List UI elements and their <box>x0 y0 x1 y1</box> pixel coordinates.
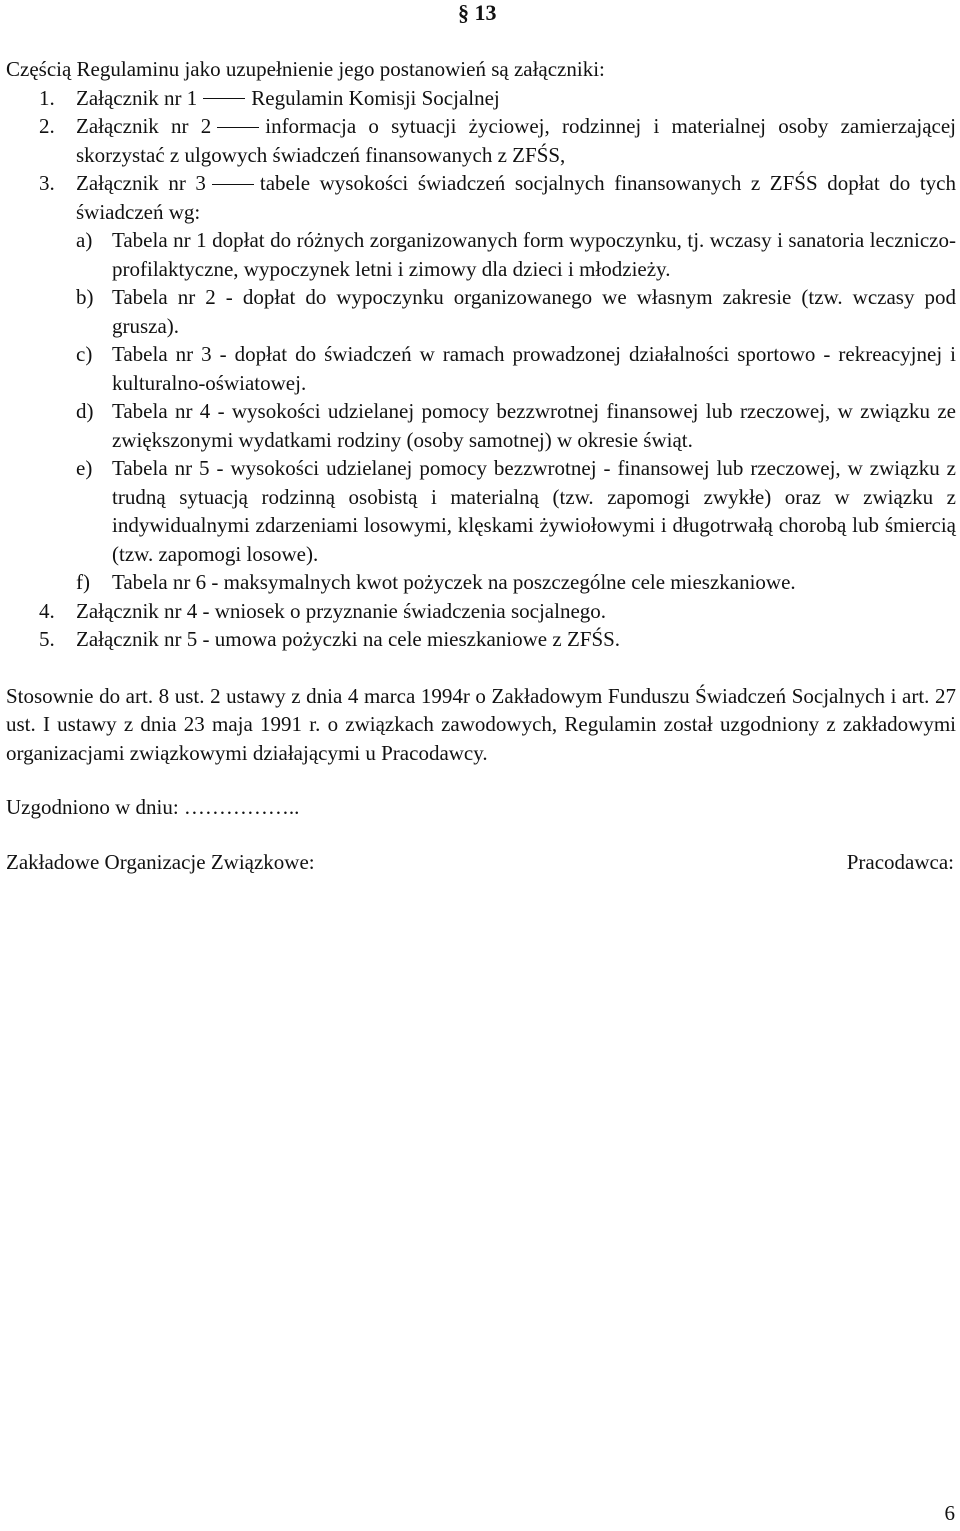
legal-basis-paragraph: Stosownie do art. 8 ust. 2 ustawy z dnia 4 marca 1994r o Zakładowym Funduszu Świadczeń Socjalnych i art. 27 ust. I ustawy z dnia 23 maja 1991 r. o związkach zawodowych, Regulamin został uzgodniony z zakładowymi organizacjami związkowymi działającymi u Pracodawcy. <box>6 683 956 765</box>
dash-separator <box>212 184 254 185</box>
table-letter: d) <box>76 399 94 423</box>
table-item-a <box>76 226 956 283</box>
employer-signature-label: Pracodawca: <box>846 849 954 874</box>
page-number: 6 <box>944 1501 955 1525</box>
table-text: Tabela nr 4 - wysokości udzielanej pomocy bezzwrotnej finansowej lub rzeczowej, w związku ze zwiększonymi wydatkami rodziny (osoby samotnej) w okresie świąt. <box>112 399 956 452</box>
table-text: Tabela nr 5 - wysokości udzielanej pomocy bezzwrotnej - finansowej lub rzeczowej, w związku z trudną sytuacją rodzinną osobistą i materialną (tzw. zapomogi zwykłe) oraz w związku z indywidualnymi zdarzeniami losowymi, klęskami żywiołowymi i długotrwałą chorobą lub śmiercią (tzw. zapomogi losowe). <box>112 456 956 566</box>
attachment-text: informacja o sytuacji życiowej, rodzinnej i materialnej osoby zamierzającej skorzystać z ulgowych świadczeń finansowanych z ZFŚS, <box>76 114 956 167</box>
table-letter: a) <box>76 228 93 252</box>
table-letter: b) <box>76 285 94 309</box>
table-text: Tabela nr 3 - dopłat do świadczeń w ramach prowadzonej działalności sportowo - rekreacyjnej i kulturalno-oświatowej. <box>112 342 956 395</box>
attachment-number: 2. <box>39 114 55 138</box>
intro-paragraph: Częścią Regulaminu jako uzupełnienie jego postanowień są załączniki: <box>6 57 605 81</box>
tables-list <box>76 226 956 597</box>
attachment-number: 3. <box>39 171 55 195</box>
table-text: Tabela nr 6 - maksymalnych kwot pożyczek na poszczególne cele mieszkaniowe. <box>112 570 796 594</box>
dash-separator <box>217 127 259 128</box>
attachment-label: Załącznik nr 1 <box>76 85 198 110</box>
attachment-item-5 <box>6 625 956 654</box>
dash-separator <box>203 98 245 99</box>
table-letter: f) <box>76 570 90 594</box>
spacer <box>6 822 956 848</box>
agreed-on-line: Uzgodniono w dniu: …………….. <box>6 795 300 819</box>
attachment-text: Załącznik nr 4 - wniosek o przyznanie świadczenia socjalnego. <box>76 598 607 623</box>
attachment-label: Załącznik nr 2 <box>76 114 212 138</box>
table-item-c <box>76 340 956 397</box>
table-text: Tabela nr 1 dopłat do różnych zorganizowanych form wypoczynku, tj. wczasy i sanatoria leczniczo-profilaktyczne, wypoczynek letni i zimowy dla dzieci i młodzieży. <box>112 228 956 281</box>
attachment-item-4 <box>6 597 956 626</box>
spacer <box>6 767 956 793</box>
attachment-text: Załącznik nr 5 - umowa pożyczki na cele mieszkaniowe z ZFŚS. <box>76 627 621 651</box>
table-item-f <box>76 568 956 597</box>
table-item-b <box>76 283 956 340</box>
union-signature-label: Zakładowe Organizacje Związkowe: <box>6 849 315 874</box>
section-title: § 13 <box>458 0 497 25</box>
table-text: Tabela nr 2 - dopłat do wypoczynku organizowanego we własnym zakresie (tzw. wczasy pod grusza). <box>112 285 956 338</box>
attachment-item-2 <box>6 112 956 169</box>
document-body <box>6 55 956 876</box>
attachment-number: 1. <box>39 85 55 110</box>
attachment-text: Regulamin Komisji Socjalnej <box>251 85 500 110</box>
table-item-e <box>76 454 956 568</box>
attachment-text: tabele wysokości świadczeń socjalnych finansowanych z ZFŚS dopłat do tych świadczeń wg: <box>76 171 956 224</box>
table-item-d <box>76 397 956 454</box>
table-letter: c) <box>76 342 93 366</box>
spacer <box>6 654 956 682</box>
attachment-number: 5. <box>39 627 55 651</box>
attachments-list <box>6 84 956 654</box>
attachment-item-3 <box>6 169 956 597</box>
attachment-item-1 <box>6 84 956 113</box>
signature-row <box>6 848 956 876</box>
attachment-number: 4. <box>39 598 55 623</box>
attachment-label: Załącznik nr 3 <box>76 171 206 195</box>
table-letter: e) <box>76 456 93 480</box>
